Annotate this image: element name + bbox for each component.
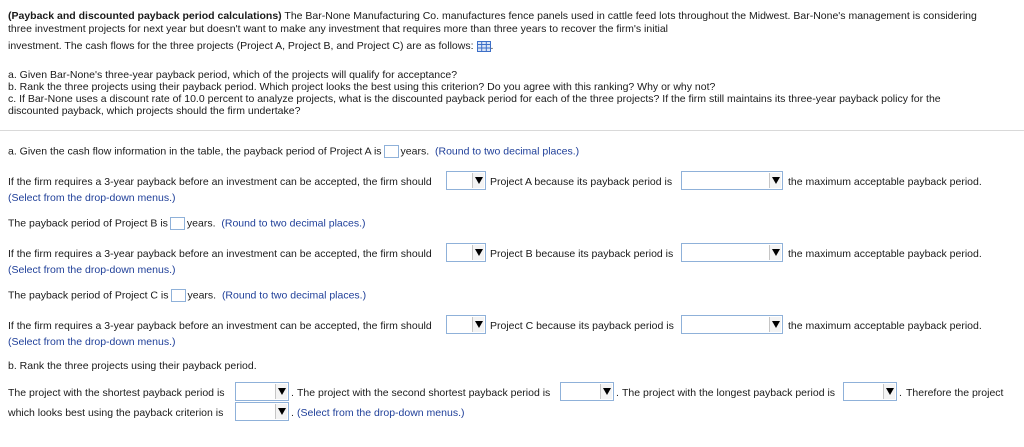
shortest-dropdown[interactable] (235, 382, 289, 401)
round-hint: (Round to two decimal places.) (221, 289, 367, 302)
problem-title: (Payback and discounted payback period calculations) (8, 10, 282, 22)
second-label: The project with the second shortest payback period is (297, 387, 551, 399)
period-1: . (291, 387, 294, 399)
select-hint-a: (Select from the drop-down menus.) (8, 192, 176, 204)
payback-a-input[interactable] (384, 145, 399, 158)
table-grid-icon[interactable] (477, 41, 491, 52)
best-project-dropdown[interactable] (235, 402, 289, 421)
period-2: . (616, 387, 619, 399)
payback-b-row (8, 217, 366, 230)
years-label: years. (187, 289, 217, 302)
longest-label: The project with the longest payback period is (622, 387, 836, 399)
dropdown-arrow-icon (472, 173, 484, 188)
accept-reject-c-dropdown[interactable] (446, 315, 486, 334)
because-text-a: Project A because its payback period is (490, 176, 673, 188)
problem-line-3 (8, 40, 493, 53)
longest-dropdown[interactable] (843, 382, 897, 401)
dropdown-arrow-icon (769, 245, 781, 260)
because-text-b: Project B because its payback period is (490, 248, 674, 260)
compare-b-dropdown[interactable] (681, 243, 783, 262)
question-b: b. Rank the three projects using their payback period. Which project looks the best using this criterion? Do you agree with this ranking? Why or why not? (8, 81, 716, 93)
which-looks-label: which looks best using the payback criterion is (8, 407, 224, 419)
dropdown-arrow-icon (472, 317, 484, 332)
max-text-c: the maximum acceptable payback period. (788, 320, 982, 332)
max-text-a: the maximum acceptable payback period. (788, 176, 982, 188)
should-text-c: If the firm requires a 3-year payback before an investment can be accepted, the firm should (8, 320, 432, 332)
dropdown-arrow-icon (769, 317, 781, 332)
problem-line-1 (8, 10, 977, 23)
dropdown-arrow-icon (769, 173, 781, 188)
problem-line-3-end: . (490, 40, 494, 52)
part-b-title: b. Rank the three projects using their payback period. (8, 360, 257, 372)
problem-intro: The Bar-None Manufacturing Co. manufactures fence panels used in cattle feed lots throughout the Midwest. Bar-None's management is considering (281, 10, 977, 22)
question-a: a. Given Bar-None's three-year payback period, which of the projects will qualify for acceptance? (8, 69, 458, 81)
years-label: years. (186, 217, 216, 230)
question-c-line-2: discounted payback, which projects should the firm undertake? (8, 105, 301, 117)
should-text-b: If the firm requires a 3-year payback before an investment can be accepted, the firm should (8, 248, 432, 260)
payback-c-row (8, 289, 366, 302)
period-3: . (899, 387, 902, 399)
compare-a-dropdown[interactable] (681, 171, 783, 190)
select-hint-b: (Select from the drop-down menus.) (8, 264, 176, 276)
select-hint-c: (Select from the drop-down menus.) (8, 336, 176, 348)
problem-line-3-text: investment. The cash flows for the three projects (Project A, Project B, and Project C) are as follows: (8, 40, 474, 52)
problem-line-2: three investment projects for next year but doesn't want to make any investment that requires more than three years to recover the firm's initial (8, 23, 668, 35)
second-dropdown[interactable] (560, 382, 614, 401)
section-divider (0, 130, 1024, 131)
should-text-a: If the firm requires a 3-year payback before an investment can be accepted, the firm should (8, 176, 432, 188)
payback-c-label: The payback period of Project C is (8, 289, 169, 302)
dropdown-arrow-icon (472, 245, 484, 260)
dropdown-arrow-icon (883, 384, 895, 399)
payback-a-label: a. Given the cash flow information in the table, the payback period of Project A is (8, 145, 382, 158)
therefore-label: Therefore the project (906, 387, 1004, 399)
payback-b-input[interactable] (170, 217, 185, 230)
payback-a-row (8, 145, 579, 158)
payback-b-label: The payback period of Project B is (8, 217, 168, 230)
shortest-label: The project with the shortest payback period is (8, 387, 225, 399)
period-4: . (291, 407, 294, 419)
round-hint: (Round to two decimal places.) (434, 145, 580, 158)
max-text-b: the maximum acceptable payback period. (788, 248, 982, 260)
accept-reject-a-dropdown[interactable] (446, 171, 486, 190)
because-text-c: Project C because its payback period is (490, 320, 674, 332)
accept-reject-b-dropdown[interactable] (446, 243, 486, 262)
payback-c-input[interactable] (171, 289, 186, 302)
compare-c-dropdown[interactable] (681, 315, 783, 334)
question-c-line-1: c. If Bar-None uses a discount rate of 10.0 percent to analyze projects, what is the discounted payback period for each of the three projects? If the firm still maintains its three-year payback policy for the (8, 93, 941, 105)
years-label: years. (400, 145, 430, 158)
dropdown-arrow-icon (275, 384, 287, 399)
dropdown-arrow-icon (275, 404, 287, 419)
dropdown-arrow-icon (600, 384, 612, 399)
select-hint-b-part: (Select from the drop-down menus.) (297, 407, 465, 419)
round-hint: (Round to two decimal places.) (221, 217, 366, 230)
